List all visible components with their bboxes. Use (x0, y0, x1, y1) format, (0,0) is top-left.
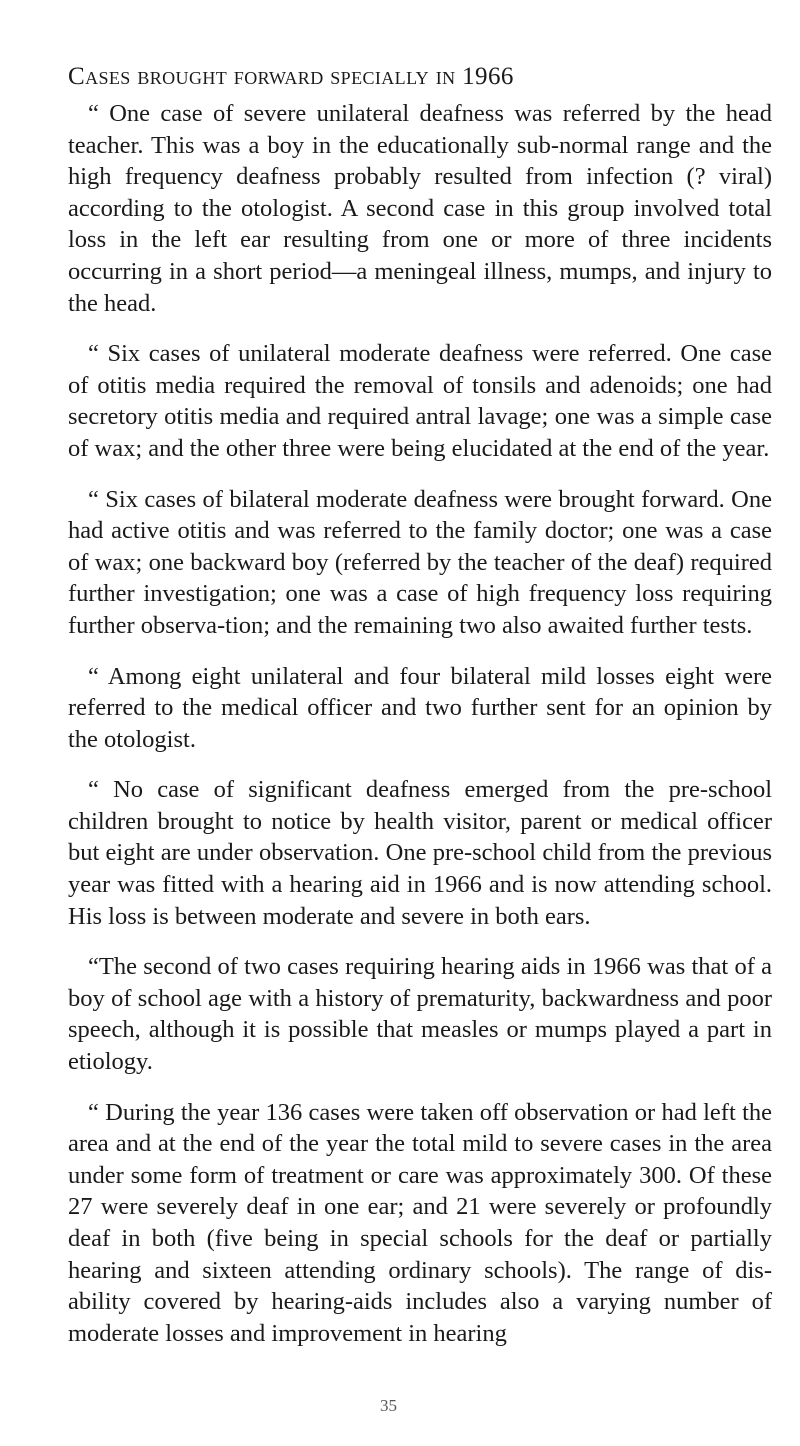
section-heading-text: Cases brought forward specially in 1966 (68, 63, 514, 90)
paragraph-pre-school: “ No case of significant deafness emerged from the pre-school children brought to notice by health visitor, parent or medical officer but eight are under observation. One pre-school child from the previous year was fitted with a hearing aid in 1966 and is now attending school. His loss is between moderate and severe in both ears. (68, 776, 772, 930)
paragraph-hearing-aids: “The second of two cases requiring hearing aids in 1966 was that of a boy of school age with a history of prematurity, backwardness and poor speech, although it is possible that measles or mumps played a part in etiology. (68, 953, 772, 1076)
page-number: 35 (380, 1396, 397, 1415)
paragraph-mild-losses: “ Among eight unilateral and four bilateral mild losses eight were referred to the medical officer and two further sent for an opinion by the otologist. (68, 662, 772, 753)
section-heading (68, 60, 772, 94)
paragraph-unilateral-moderate: “ Six cases of unilateral moderate deafness were referred. One case of otitis media required the removal of tonsils and adenoids; one had secretory otitis media and required antral lavage; one was a simple case of wax; and the other three were being elucidated at the end of the year. (68, 340, 772, 462)
paragraph-year-summary: “ During the year 136 cases were taken off observation or had left the area and at the end of the year the total mild to severe cases in the area under some form of treatment or care was approximately 300. Of these 27 were severely deaf in one ear; and 21 were severely or profoundly deaf in both (five being in special schools for the deaf or partially hearing and sixteen attending ordinary schools). The range of dis-ability covered by hearing-aids includes also a varying number of moderate losses and improvement in hearing (68, 1098, 772, 1347)
paragraph-severe-unilateral: “ One case of severe unilateral deafness was referred by the head teacher. This was a boy in the educationally sub-normal range and the high frequency deafness probably resulted from infection (? viral) according to the otologist. A second case in this group involved total loss in the left ear resulting from one or more of three incidents occurring in a short period—a meningeal illness, mumps, and injury to the head. (68, 100, 772, 317)
document-page (68, 60, 772, 1368)
paragraph-bilateral-moderate: “ Six cases of bilateral moderate deafness were brought forward. One had active otitis and was referred to the family doctor; one was a case of wax; one backward boy (referred by the teacher of the deaf) required further investigation; one was a case of high frequency loss requiring further observa-tion; and the remaining two also awaited further tests. (68, 485, 772, 639)
